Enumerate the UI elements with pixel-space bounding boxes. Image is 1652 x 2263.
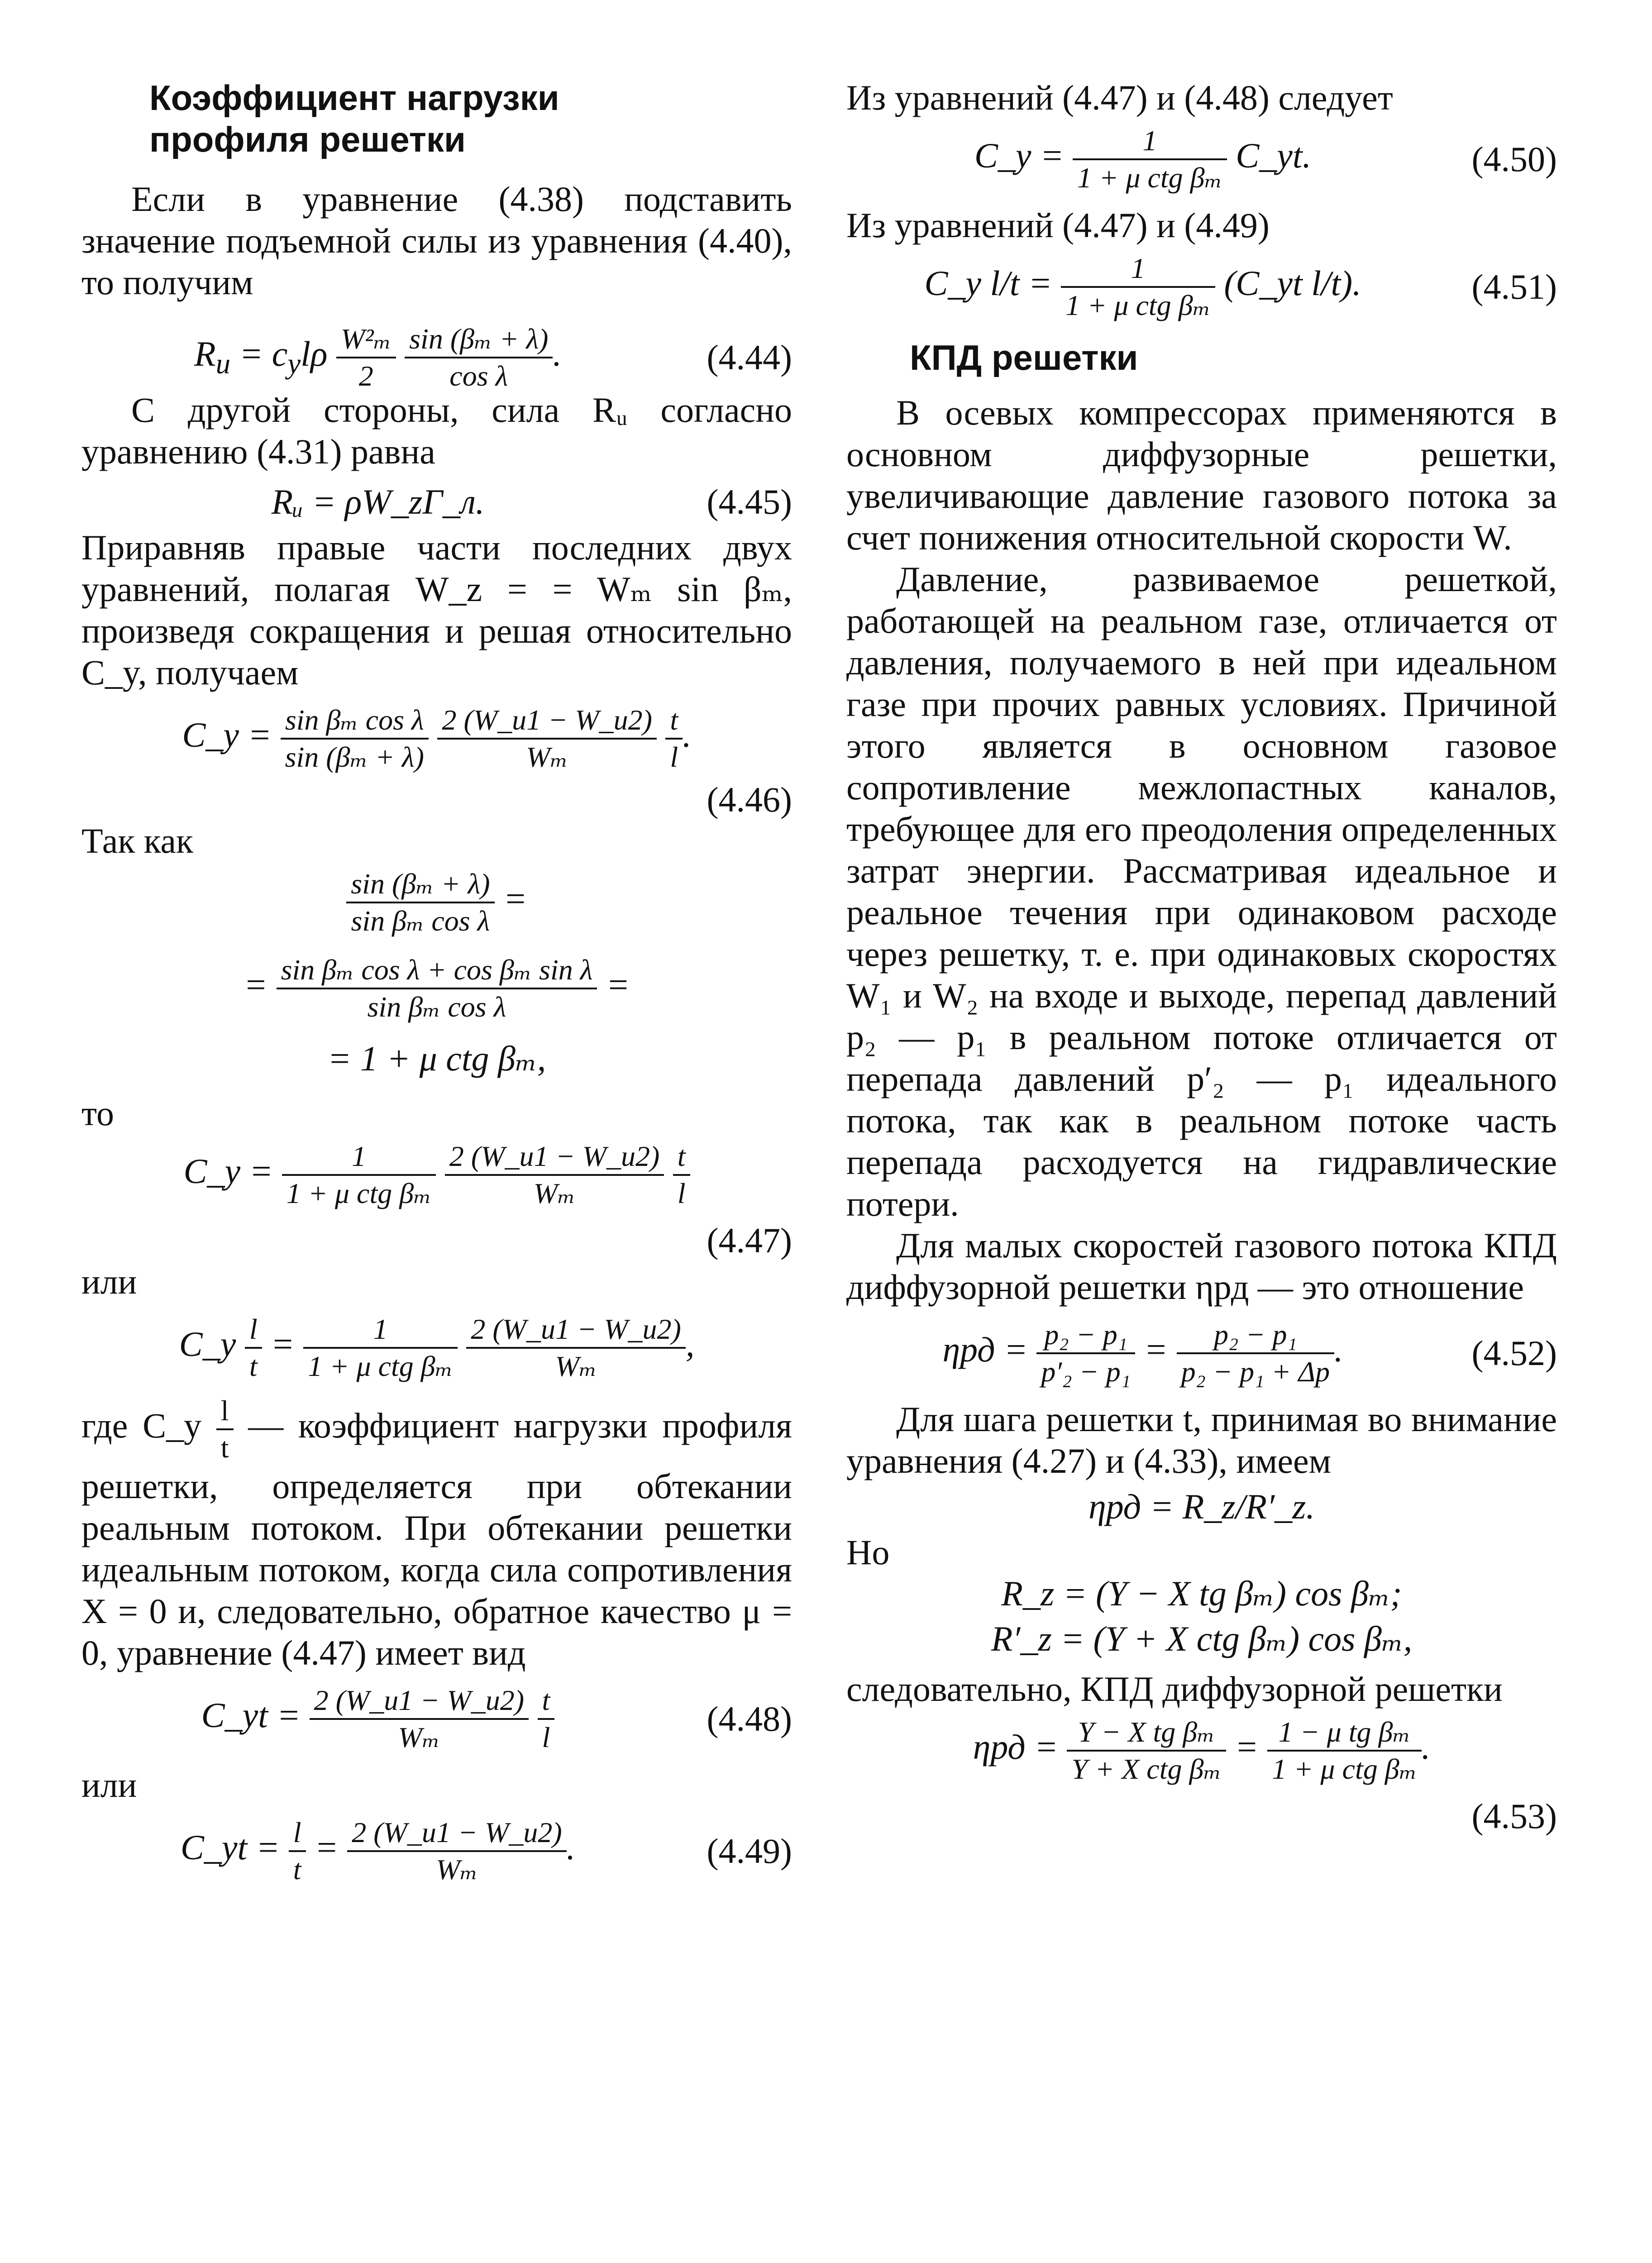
right-column	[846, 77, 1557, 1837]
paragraph: Приравняв правые части последних двух уравнений, полагая W_z = = Wₘ sin βₘ, произведя сокращения и решая относительно C_y, получаем	[81, 528, 792, 692]
identity-line-2: = $\frac{\text{sin βₘ cos λ + cos βₘ sin λ}}{\text{sin βₘ cos λ}}$ =	[81, 948, 792, 1034]
paragraph: Для шага решетки t, принимая во внимание уравнения (4.27) и (4.33), имеем	[846, 1399, 1557, 1480]
paragraph: или	[81, 1765, 137, 1805]
equation-number: (4.44)	[707, 338, 792, 377]
paragraph: Давление, развиваемое решеткой, работающей на реальном газе, отличается от давления, получаемого в ней при идеальном газе при прочих равных условиях. Причиной этого является в основном газовое сопротивление межлопастных каналов, требующее для его преодоления определенных затрат энергии. Рассматривая идеальное и реальное течения при одинаковом расходе через решетку, т. е. при одинаковых скоростях W₁ и W₂ на входе и выходе, перепад давлений p₂ — p₁ в реальном потоке отличается от перепада давлений p′₂ — p₁ идеального потока, так как в реальном потоке часть перепада расходуется на гидравлические потери.	[846, 559, 1557, 1223]
identity-line-3: = 1 + μ ctg βₘ,	[327, 1039, 546, 1078]
equation-rz-ideal: R′_z = (Y + X ctg βₘ) cos βₘ,	[991, 1619, 1413, 1658]
equation-number: (4.53)	[1471, 1796, 1557, 1836]
equation-number: (4.45)	[707, 482, 792, 521]
equation-4-46: C_y = $\frac{\text{sin βₘ cos λ}}{\text{sin (βₘ + λ)}}$ $\frac{2 (W\_u1 - W\_u2)}{\text{Wₘ}}$ $\frac{t}{l}$ .	[81, 693, 792, 779]
paragraph: В осевых компрессорах применяются в основном диффузорные решетки, увеличивающие давление газового потока за счет понижения относительной скорости W.	[846, 393, 1557, 557]
equation-number: (4.50)	[1471, 139, 1557, 179]
section-heading-efficiency: КПД решетки	[910, 338, 1138, 377]
equation-rz: R_z = (Y − X tg βₘ) cos βₘ;	[1001, 1574, 1402, 1613]
paragraph: Так как	[81, 821, 193, 860]
equation-4-47-alt: C_y $\frac{l}{t}$ = $\frac{1}{\text{1 + μ ctg βₘ}}$ $\frac{2 (W\_u1 - W\_u2)}{\text{Wₘ}}$ ,	[81, 1303, 792, 1393]
equation-4-49: C_yt = $\frac{l}{t}$ = $\frac{2 (W\_u1 - W\_u2)}{\text{Wₘ}}$ . (4.49)	[81, 1806, 792, 1896]
equation-4-47: C_y = $\frac{1}{\text{1 + μ ctg βₘ}}$ $\frac{2 (W\_u1 - W\_u2)}{\text{Wₘ}}$ $\frac{t}{l}$	[81, 1134, 792, 1220]
paragraph: Из уравнений (4.47) и (4.48) следует	[846, 78, 1393, 117]
paragraph: Но	[846, 1533, 890, 1572]
equation-number: (4.49)	[707, 1831, 792, 1871]
equation-number: (4.51)	[1471, 267, 1557, 306]
equation-4-53: ηрд = $\frac{\text{Y − X tg βₘ}}{\text{Y + X ctg βₘ}}$ = $\frac{\text{1 − μ tg βₘ}}{\text{1 + μ ctg βₘ}}$ .	[846, 1710, 1557, 1796]
paragraph: следовательно, КПД диффузорной решетки	[846, 1669, 1503, 1709]
equation-4-51: C_y l/t = $\frac{1}{\text{1 + μ ctg βₘ}}$ (C_yt l/t). (4.51)	[846, 246, 1557, 332]
paragraph: то	[81, 1093, 115, 1133]
paragraph: Если в уравнение (4.38) подставить значение подъемной силы из уравнения (4.40), то получим	[81, 179, 792, 302]
paragraph: Для малых скоростей газового потока КПД диффузорной решетки ηрд — это отношение	[846, 1226, 1557, 1307]
identity-line-1: $\frac{\text{sin (βₘ + λ)}}{\text{sin βₘ cos λ}}$ =	[81, 862, 792, 948]
paragraph: Из уравнений (4.47) и (4.49)	[846, 205, 1270, 245]
equation-number: (4.46)	[707, 780, 792, 819]
section-heading-load-coefficient-line2: профиля решетки	[149, 119, 466, 159]
paragraph: или	[81, 1262, 137, 1301]
equation-efficiency-ratio: ηрд = R_z/R′_z.	[1089, 1487, 1315, 1526]
paragraph: С другой стороны, сила Rᵤ согласно уравнению (4.31) равна	[81, 390, 792, 471]
paragraph: где C_y $\frac{l}{t}$ — коэффициент нагрузки профиля решетки, определяется при обтекании реальным потоком. При обтекании решетки идеальным потоком, когда сила сопротивления X = 0 и, следовательно, обратное качество μ = 0, уравнение (4.47) имеет вид	[81, 1393, 792, 1674]
equation-4-52: ηрд = $\frac{\text{p₂ − p₁}}{\text{p′₂ − p₁}}$ = $\frac{\text{p₂ − p₁}}{\text{p₂ − p₁ + Δp}}$ . (4.52)	[846, 1308, 1557, 1399]
left-column	[81, 77, 792, 1896]
equation-number: (4.48)	[707, 1699, 792, 1738]
equation-4-50: C_y = $\frac{1}{\text{1 + μ ctg βₘ}}$ C_yt. (4.50)	[846, 119, 1557, 205]
equation-4-44: $R_u = c_yl\rho$ $\frac{\text{W²ₘ}}{2}$ $\frac{\text{sin (βₘ + λ)}}{\text{cos λ}}$ . (4.44)	[81, 303, 792, 389]
equation-4-48: C_yt = $\frac{2 (W\_u1 - W\_u2)}{\text{Wₘ}}$ $\frac{t}{l}$ (4.48)	[81, 1674, 792, 1764]
section-heading-load-coefficient: Коэффициент нагрузки	[149, 78, 559, 118]
equation-4-45: Rᵤ = ρW_zΓ_л. (4.45)	[271, 482, 792, 521]
equation-number: (4.47)	[707, 1221, 792, 1260]
equation-number: (4.52)	[1471, 1333, 1557, 1373]
